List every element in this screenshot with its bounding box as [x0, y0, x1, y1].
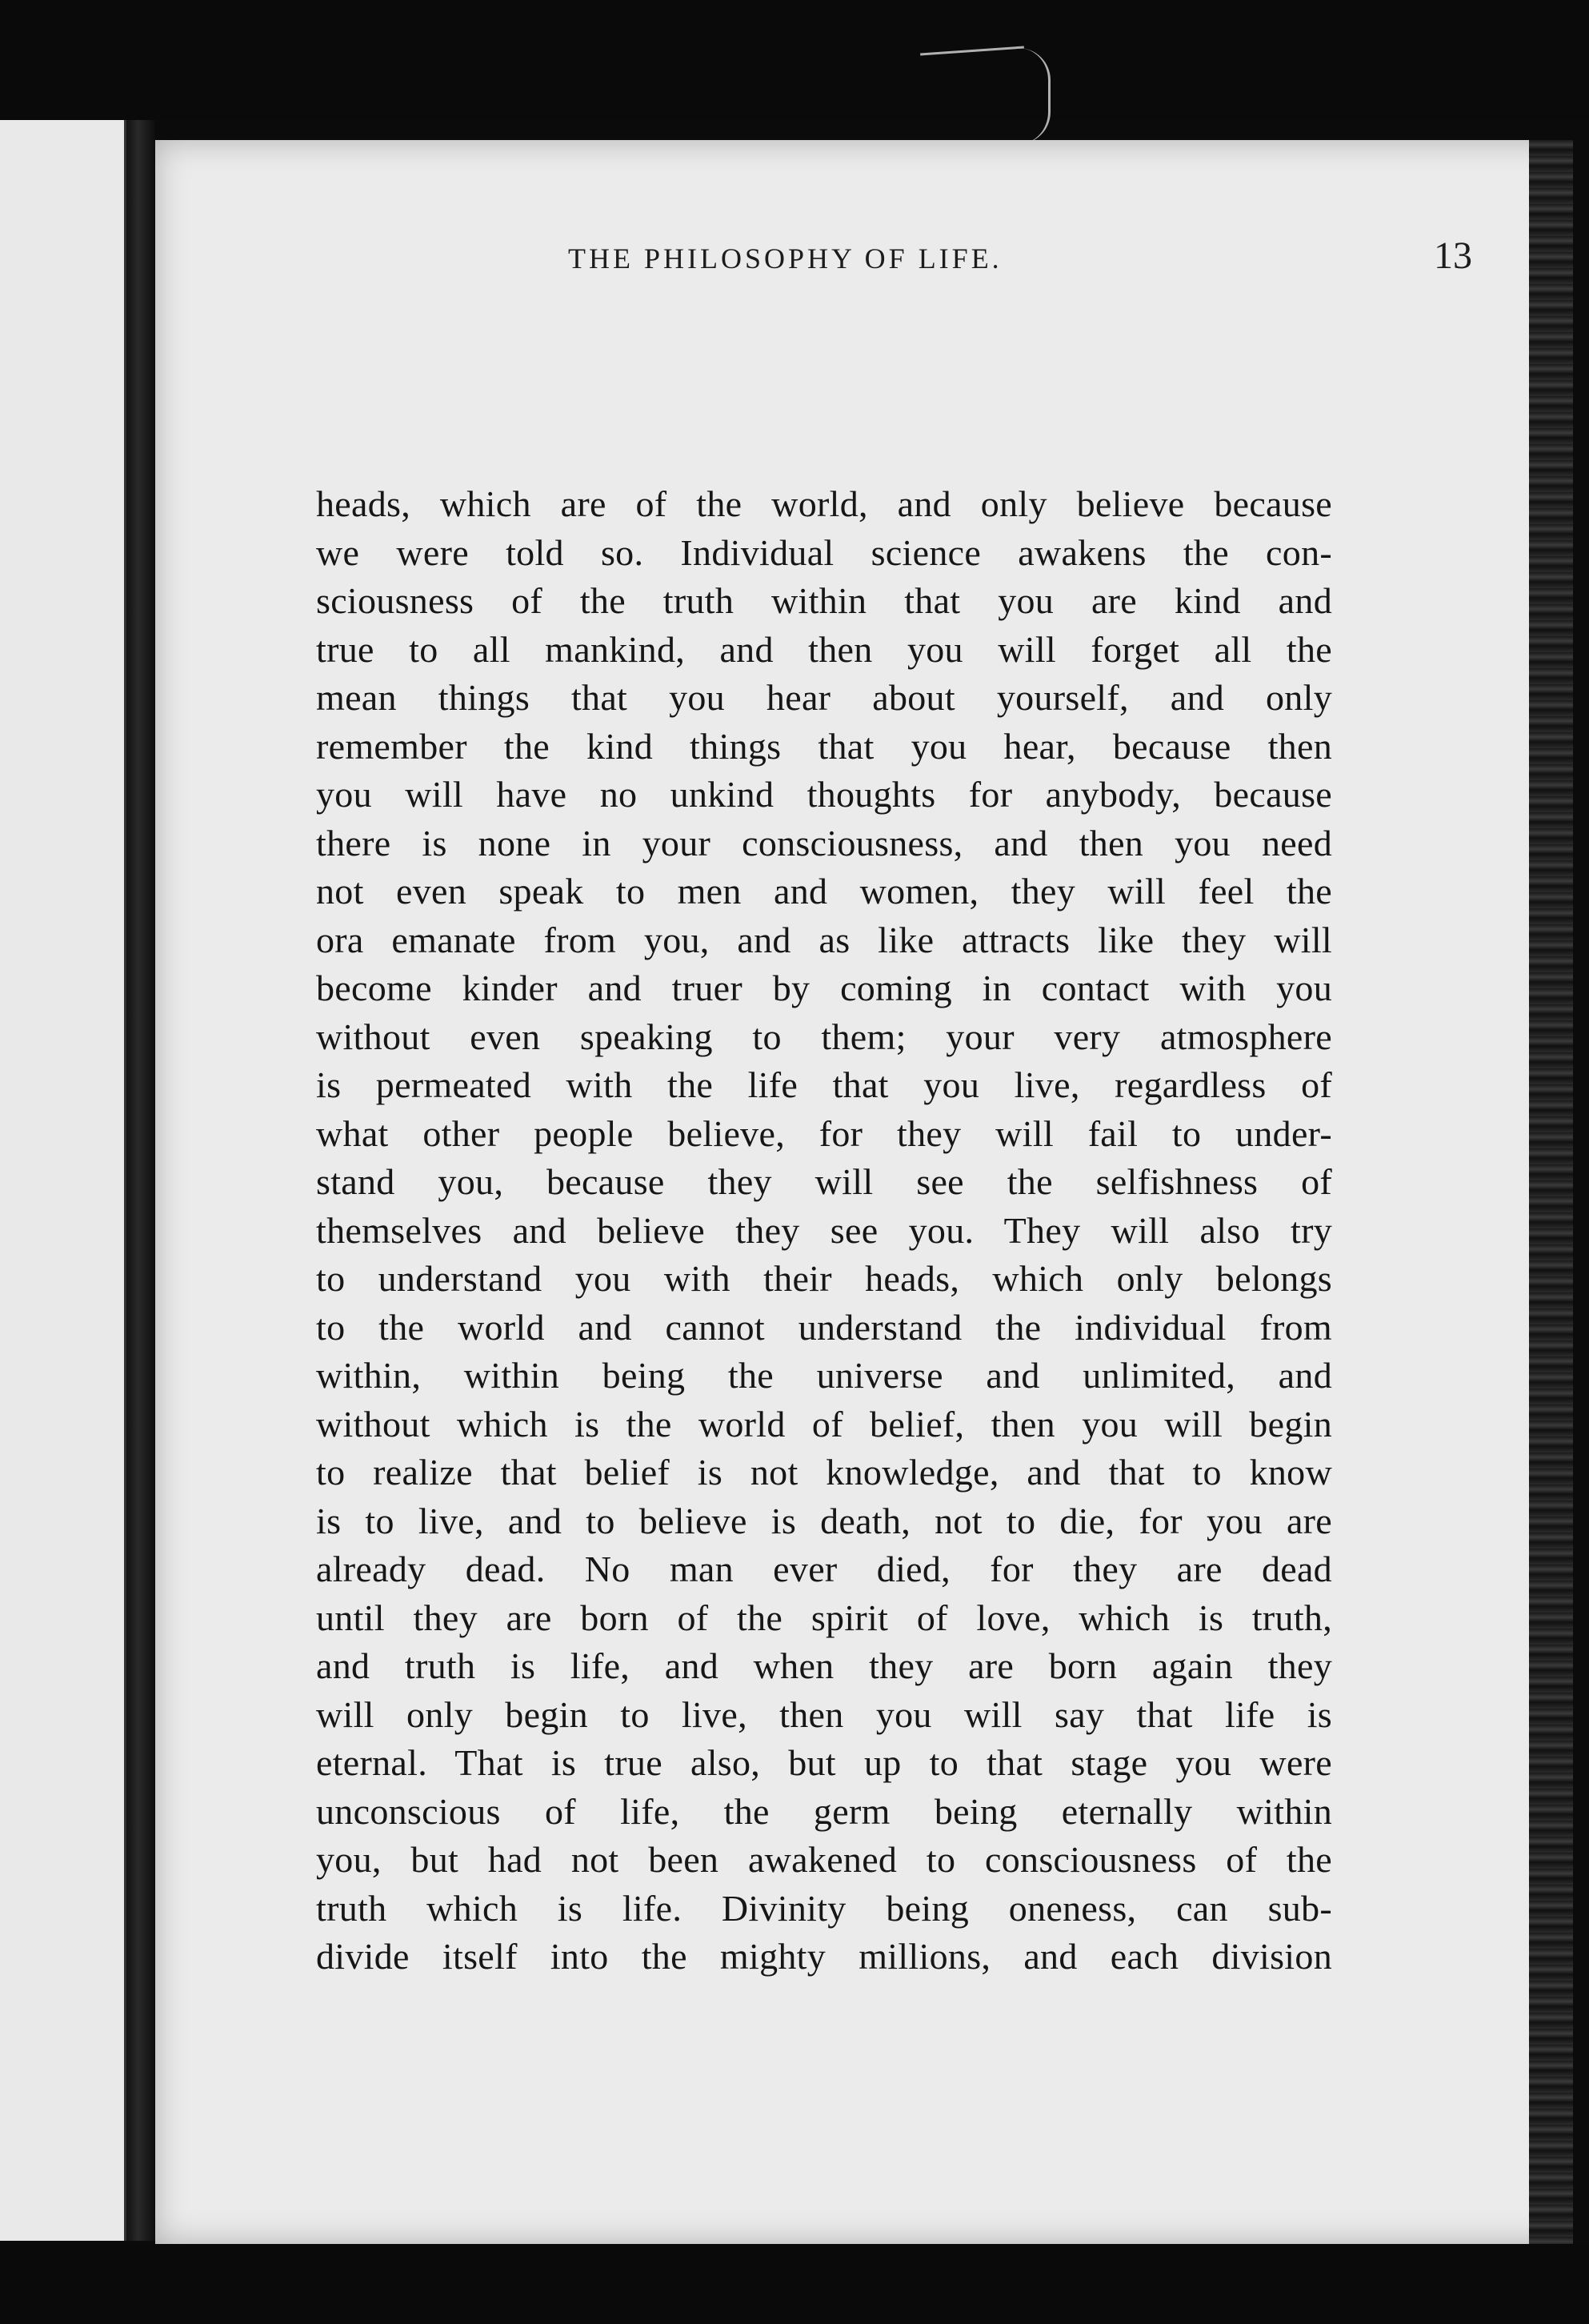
text-line: already dead. No man ever died, for they are dead	[316, 1549, 1332, 1589]
text-line: within, within being the universe and unlimited, and	[316, 1355, 1332, 1396]
text-line: without even speaking to them; your very atmosphere	[316, 1016, 1332, 1057]
facing-page-edge	[0, 120, 126, 2241]
running-title: THE PHILOSOPHY OF LIFE.	[568, 242, 1003, 274]
text-line: to understand you with their heads, which only belongs	[316, 1258, 1332, 1299]
text-line: you will have no unkind thoughts for anybody, because	[316, 774, 1332, 815]
text-line: unconscious of life, the germ being eternally within	[316, 1790, 1332, 1832]
running-head	[448, 234, 1472, 282]
text-line: truth which is life. Divinity being oneness, can sub-	[316, 1887, 1332, 1929]
text-line: without which is the world of belief, then you will begin	[316, 1403, 1332, 1444]
text-line: divide itself into the mighty millions, and each division	[316, 1936, 1332, 1977]
scan-scratch	[920, 46, 1024, 55]
page-number: 13	[1434, 234, 1472, 277]
text-line: and truth is life, and when they are born again they	[316, 1645, 1332, 1686]
scan-border-bottom	[0, 2244, 1589, 2324]
text-line: mean things that you hear about yourself, and only	[316, 677, 1332, 718]
text-line: eternal. That is true also, but up to that stage you were	[316, 1742, 1332, 1783]
text-line: you, but had not been awakened to consciousness of the	[316, 1839, 1332, 1880]
text-line: ora emanate from you, and as like attracts like they will	[316, 919, 1332, 960]
text-line: not even speak to men and women, they will feel the	[316, 871, 1332, 912]
text-line: remember the kind things that you hear, because then	[316, 725, 1332, 767]
text-line: sciousness of the truth within that you are kind and	[316, 580, 1332, 621]
text-line: we were told so. Individual science awakens the con-	[316, 531, 1332, 573]
text-line: stand you, because they will see the selfishness of	[316, 1161, 1332, 1202]
text-line: will only begin to live, then you will say that life is	[316, 1693, 1332, 1735]
text-line: themselves and believe they see you. They will also try	[316, 1209, 1332, 1251]
scan-border-top	[0, 0, 1589, 120]
page-edge-shadow	[1529, 140, 1573, 2244]
text-line: heads, which are of the world, and only believe because	[316, 483, 1332, 524]
text-line: is to live, and to believe is death, not to die, for you are	[316, 1500, 1332, 1541]
book-gutter	[126, 120, 155, 2241]
text-line: true to all mankind, and then you will forget all the	[316, 628, 1332, 670]
text-line: to the world and cannot understand the individual from	[316, 1306, 1332, 1348]
text-line: until they are born of the spirit of love, which is truth,	[316, 1597, 1332, 1638]
text-line: to realize that belief is not knowledge, and that to know	[316, 1452, 1332, 1493]
body-text	[316, 480, 1332, 1981]
text-line: become kinder and truer by coming in contact with you	[316, 968, 1332, 1008]
scan-scratch	[1016, 48, 1051, 144]
text-line: is permeated with the life that you live, regardless of	[316, 1064, 1332, 1105]
text-line: there is none in your consciousness, and then you need	[316, 822, 1332, 863]
text-line: what other people believe, for they will fail to under-	[316, 1112, 1332, 1154]
